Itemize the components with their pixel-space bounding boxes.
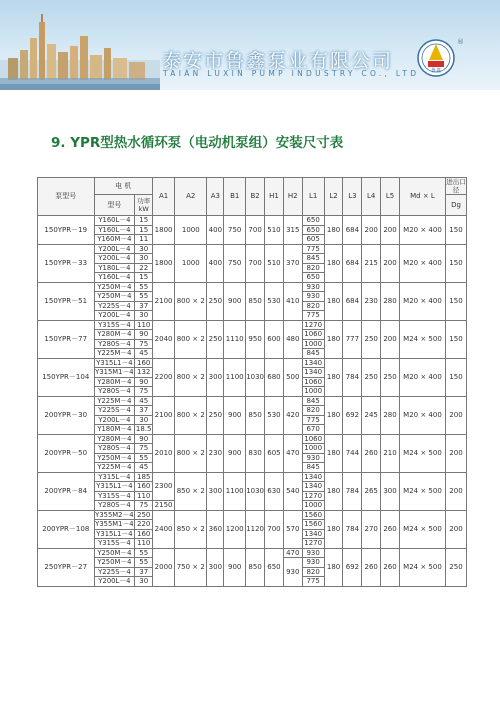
l1-cell: 930 bbox=[302, 548, 324, 558]
md-l-cell: M24 × 500 bbox=[399, 548, 445, 586]
l5-cell: 210 bbox=[381, 434, 400, 472]
md-l-cell: M24 × 500 bbox=[399, 472, 445, 510]
a3-cell: 400 bbox=[207, 244, 224, 282]
a1-cell: 2000 bbox=[153, 548, 175, 586]
b1-cell: 1200 bbox=[224, 510, 246, 548]
table-row bbox=[38, 320, 467, 330]
motor-power-cell: 30 bbox=[135, 577, 153, 587]
header-B1: B1 bbox=[224, 178, 246, 216]
header-B2: B2 bbox=[246, 178, 265, 216]
b2-cell: 950 bbox=[246, 320, 265, 358]
a1-cell: 2150 bbox=[153, 501, 175, 511]
h1-cell: 600 bbox=[265, 320, 284, 358]
a3-cell: 300 bbox=[207, 548, 224, 586]
a2-cell: 800 × 2 bbox=[175, 282, 207, 320]
l4-cell: 260 bbox=[362, 548, 381, 586]
l3-cell: 692 bbox=[343, 396, 362, 434]
motor-model-cell: Y225S－4 bbox=[94, 567, 135, 577]
pump-model-cell: 150YPR－51 bbox=[38, 282, 95, 320]
b1-cell: 1110 bbox=[224, 320, 246, 358]
l5-cell: 280 bbox=[381, 396, 400, 434]
a1-cell: 2100 bbox=[153, 396, 175, 434]
l5-cell: 200 bbox=[381, 216, 400, 245]
a1-cell: 1800 bbox=[153, 244, 175, 282]
dg-cell: 150 bbox=[445, 244, 466, 282]
h2-cell: 500 bbox=[283, 358, 302, 396]
dg-cell: 150 bbox=[445, 320, 466, 358]
l1-cell: 1060 bbox=[302, 330, 324, 340]
h2-cell: 470 bbox=[283, 548, 302, 558]
md-l-cell: M20 × 400 bbox=[399, 358, 445, 396]
l1-cell: 650 bbox=[302, 273, 324, 283]
motor-power-cell: 11 bbox=[135, 235, 153, 245]
motor-power-cell: 45 bbox=[135, 349, 153, 359]
h1-cell: 530 bbox=[265, 282, 284, 320]
motor-model-cell: Y160L－4 bbox=[94, 216, 135, 226]
table-row bbox=[38, 282, 467, 292]
motor-model-cell: Y355M2－4 bbox=[95, 510, 134, 519]
registered-mark: ® bbox=[457, 38, 464, 46]
a2-cell: 800 × 2 bbox=[175, 396, 207, 434]
l5-cell: 200 bbox=[381, 320, 400, 358]
l1-cell: 820 bbox=[302, 263, 324, 273]
motor-power-cell: 55 bbox=[135, 548, 153, 558]
motor-power-cell: 110 bbox=[135, 491, 153, 501]
l4-cell: 250 bbox=[362, 320, 381, 358]
l1-cell: 775 bbox=[302, 415, 324, 425]
motor-power-cell: 55 bbox=[135, 558, 153, 568]
motor-model-cell: Y200L－4 bbox=[94, 244, 135, 254]
l2-cell: 180 bbox=[324, 244, 343, 282]
l4-cell: 250 bbox=[362, 358, 381, 396]
l3-cell: 784 bbox=[343, 358, 362, 396]
dg-cell: 150 bbox=[445, 282, 466, 320]
a3-cell: 360 bbox=[207, 510, 224, 548]
l1-cell: 1340 bbox=[302, 358, 324, 368]
h1-cell: 700 bbox=[265, 510, 284, 548]
header-L1: L1 bbox=[302, 178, 324, 216]
l2-cell: 180 bbox=[324, 358, 343, 396]
header-H1: H1 bbox=[265, 178, 284, 216]
md-l-cell: M24 × 500 bbox=[399, 320, 445, 358]
header-A1: A1 bbox=[153, 178, 175, 216]
header-A3: A3 bbox=[207, 178, 224, 216]
l2-cell: 180 bbox=[324, 434, 343, 472]
b1-cell: 900 bbox=[224, 434, 246, 472]
dg-cell: 150 bbox=[445, 216, 466, 245]
l4-cell: 200 bbox=[362, 216, 381, 245]
motor-power-cell: 75 bbox=[135, 444, 153, 454]
header-pump-model: 泵型号 bbox=[38, 178, 95, 216]
a3-cell: 300 bbox=[207, 472, 224, 510]
l3-cell: 784 bbox=[343, 510, 362, 548]
l3-cell: 784 bbox=[343, 472, 362, 510]
table-row bbox=[38, 216, 467, 226]
motor-model-cell: Y315L1－4 bbox=[94, 482, 135, 492]
motor-power-cell: 75 bbox=[135, 339, 153, 349]
l1-cell: 1000 bbox=[302, 387, 324, 397]
l1-cell: 845 bbox=[302, 463, 324, 473]
h2-cell: 540 bbox=[283, 472, 302, 510]
h2-cell: 470 bbox=[283, 434, 302, 472]
l1-cell: 845 bbox=[302, 396, 324, 406]
l1-cell: 1000 bbox=[302, 339, 324, 349]
l1-cell: 1560 bbox=[302, 510, 324, 520]
motor-model-cell: Y200L－4 bbox=[94, 415, 135, 425]
motor-model-cell: Y225S－4 bbox=[94, 406, 135, 416]
l3-cell: 744 bbox=[343, 434, 362, 472]
l1-cell: 930 bbox=[302, 292, 324, 302]
l1-cell: 820 bbox=[302, 406, 324, 416]
motor-power-cell: 110 bbox=[135, 320, 153, 330]
motor-model-cell: Y225S－4 bbox=[94, 301, 135, 311]
l2-cell: 180 bbox=[324, 282, 343, 320]
l1-cell: 670 bbox=[302, 425, 324, 435]
a3-cell: 250 bbox=[207, 320, 224, 358]
motor-model-cell: Y315L1－4 bbox=[94, 358, 135, 368]
motor-power-cell: 160 bbox=[135, 529, 153, 539]
motor-power-cell: 15 bbox=[135, 216, 153, 226]
b1-cell: 900 bbox=[224, 396, 246, 434]
l3-cell: 684 bbox=[343, 216, 362, 245]
a2-cell: 1000 bbox=[175, 216, 207, 245]
pump-model-cell: 200YPR－50 bbox=[38, 434, 95, 472]
header-L2: L2 bbox=[324, 178, 343, 216]
h2-cell: 480 bbox=[283, 320, 302, 358]
company-name-cn: 泰安市鲁鑫泵业有限公司 bbox=[162, 50, 394, 72]
table-row bbox=[38, 510, 467, 520]
dimension-table bbox=[37, 177, 467, 587]
l2-cell: 180 bbox=[324, 396, 343, 434]
motor-power-cell: 55 bbox=[135, 292, 153, 302]
header-outlet: 进出口径 bbox=[446, 178, 466, 194]
b2-cell: 850 bbox=[246, 396, 265, 434]
l1-cell: 605 bbox=[302, 235, 324, 245]
l1-cell: 1340 bbox=[302, 368, 324, 378]
table-row bbox=[38, 548, 467, 558]
b1-cell: 1100 bbox=[224, 472, 246, 510]
motor-power-cell: 250 bbox=[135, 510, 153, 520]
l1-cell: 650 bbox=[302, 225, 324, 235]
a2-cell: 850 × 2 bbox=[175, 472, 207, 510]
motor-power-cell: 15 bbox=[135, 273, 153, 283]
table-row bbox=[38, 472, 467, 482]
company-logo bbox=[416, 38, 456, 78]
l1-cell: 775 bbox=[302, 577, 324, 587]
l1-cell: 1560 bbox=[302, 520, 324, 530]
md-l-cell: M24 × 500 bbox=[399, 510, 445, 548]
l1-cell: 930 bbox=[302, 282, 324, 292]
l4-cell: 215 bbox=[362, 244, 381, 282]
l1-cell: 1270 bbox=[302, 539, 324, 549]
motor-power-cell: 30 bbox=[135, 244, 153, 254]
motor-model-cell: Y200L－4 bbox=[94, 577, 135, 587]
motor-power-cell: 22 bbox=[135, 263, 153, 273]
l2-cell: 180 bbox=[324, 320, 343, 358]
header-motor-model: 型号 bbox=[94, 195, 135, 216]
b2-cell: 1030 bbox=[246, 358, 265, 396]
header-L5: L5 bbox=[381, 178, 400, 216]
motor-model-cell: Y280S－4 bbox=[94, 501, 135, 511]
motor-power-cell: 75 bbox=[135, 387, 153, 397]
l5-cell: 250 bbox=[381, 358, 400, 396]
l3-cell: 777 bbox=[343, 320, 362, 358]
h1-cell: 650 bbox=[265, 548, 284, 586]
h1-cell: 510 bbox=[265, 216, 284, 245]
motor-model-cell: Y315S－4 bbox=[94, 539, 135, 549]
a3-cell: 300 bbox=[207, 358, 224, 396]
motor-power-cell: 160 bbox=[135, 358, 153, 368]
a2-cell: 800 × 2 bbox=[175, 320, 207, 358]
a1-cell: 2100 bbox=[153, 282, 175, 320]
b2-cell: 1120 bbox=[246, 510, 265, 548]
b2-cell: 1030 bbox=[246, 472, 265, 510]
motor-power-cell: 160 bbox=[135, 482, 153, 492]
a1-cell: 2200 bbox=[153, 358, 175, 396]
motor-power-cell: 18.5 bbox=[135, 425, 152, 433]
l5-cell: 260 bbox=[381, 510, 400, 548]
l1-cell: 1060 bbox=[302, 434, 324, 444]
md-l-cell: M20 × 400 bbox=[399, 396, 445, 434]
header-L4: L4 bbox=[362, 178, 381, 216]
l1-cell: 820 bbox=[302, 301, 324, 311]
pump-model-cell: 150YPR－77 bbox=[38, 320, 95, 358]
motor-model-cell: Y200L－4 bbox=[94, 254, 135, 264]
l2-cell: 180 bbox=[324, 472, 343, 510]
md-l-cell: M24 × 500 bbox=[399, 434, 445, 472]
motor-model-cell: Y280M－4 bbox=[94, 434, 135, 444]
a1-cell: 2300 bbox=[153, 472, 175, 501]
motor-power-cell: 220 bbox=[135, 520, 153, 530]
motor-model-cell: Y160M－4 bbox=[94, 235, 135, 245]
motor-model-cell: Y180L－4 bbox=[94, 263, 135, 273]
b1-cell: 900 bbox=[224, 548, 246, 586]
a1-cell: 1800 bbox=[153, 216, 175, 245]
l1-cell: 775 bbox=[302, 244, 324, 254]
h2-cell: 410 bbox=[283, 282, 302, 320]
md-l-cell: M20 × 400 bbox=[399, 216, 445, 245]
dg-cell: 200 bbox=[445, 434, 466, 472]
l4-cell: 265 bbox=[362, 472, 381, 510]
motor-power-cell: 37 bbox=[135, 406, 153, 416]
l1-cell: 820 bbox=[302, 567, 324, 577]
pump-model-cell: 200YPR－84 bbox=[38, 472, 95, 510]
pump-model-cell: 150YPR－19 bbox=[38, 216, 95, 245]
dg-cell: 200 bbox=[445, 510, 466, 548]
motor-power-cell: 90 bbox=[135, 330, 153, 340]
motor-model-cell: Y160L－4 bbox=[94, 225, 135, 235]
a1-cell: 2010 bbox=[153, 434, 175, 472]
md-l-cell: M20 × 400 bbox=[399, 244, 445, 282]
pump-model-cell: 200YPR－30 bbox=[38, 396, 95, 434]
motor-power-cell: 90 bbox=[135, 377, 153, 387]
motor-model-cell: Y280S－4 bbox=[94, 444, 135, 454]
l1-cell: 1000 bbox=[302, 501, 324, 511]
b1-cell: 900 bbox=[224, 282, 246, 320]
motor-model-cell: Y280M－4 bbox=[94, 330, 135, 340]
page-title: 9. YPR型热水循环泵（电动机泵组）安装尺寸表 bbox=[51, 135, 344, 151]
b2-cell: 700 bbox=[246, 244, 265, 282]
a2-cell: 850 × 2 bbox=[175, 510, 207, 548]
l4-cell: 270 bbox=[362, 510, 381, 548]
motor-model-cell: Y225M－4 bbox=[94, 396, 135, 406]
l4-cell: 260 bbox=[362, 434, 381, 472]
motor-model-cell: Y160L－4 bbox=[94, 273, 135, 283]
md-l-cell: M20 × 400 bbox=[399, 282, 445, 320]
dg-cell: 200 bbox=[445, 472, 466, 510]
l2-cell: 180 bbox=[324, 510, 343, 548]
l1-cell: 845 bbox=[302, 254, 324, 264]
pump-model-cell: 250YPR－27 bbox=[38, 548, 95, 586]
l5-cell: 200 bbox=[381, 244, 400, 282]
motor-model-cell: Y315S－4 bbox=[94, 491, 135, 501]
l1-cell: 1340 bbox=[302, 529, 324, 539]
motor-power-cell: 110 bbox=[135, 539, 153, 549]
h1-cell: 680 bbox=[265, 358, 284, 396]
l1-cell: 1340 bbox=[302, 472, 324, 482]
b2-cell: 830 bbox=[246, 434, 265, 472]
motor-power-cell: 15 bbox=[135, 225, 153, 235]
motor-power-cell: 45 bbox=[135, 463, 153, 473]
a2-cell: 800 × 2 bbox=[175, 434, 207, 472]
l2-cell: 180 bbox=[324, 548, 343, 586]
motor-power-cell: 30 bbox=[135, 254, 153, 264]
motor-model-cell: Y250M－4 bbox=[94, 548, 135, 558]
l4-cell: 245 bbox=[362, 396, 381, 434]
motor-model-cell: Y250M－4 bbox=[94, 453, 135, 463]
motor-model-cell: Y250M－4 bbox=[94, 558, 135, 568]
b2-cell: 700 bbox=[246, 216, 265, 245]
motor-power-cell: 37 bbox=[135, 567, 153, 577]
motor-model-cell: Y355M1－4 bbox=[95, 520, 134, 528]
l1-cell: 845 bbox=[302, 349, 324, 359]
l1-cell: 1000 bbox=[302, 444, 324, 454]
b2-cell: 850 bbox=[246, 548, 265, 586]
motor-power-cell: 55 bbox=[135, 453, 153, 463]
l1-cell: 930 bbox=[302, 453, 324, 463]
header-md-l: Md × L bbox=[399, 178, 445, 216]
l4-cell: 230 bbox=[362, 282, 381, 320]
motor-power-cell: 37 bbox=[135, 301, 153, 311]
header-power: 功率 kW bbox=[135, 195, 153, 216]
a2-cell: 1000 bbox=[175, 244, 207, 282]
header-dg: Dg bbox=[445, 195, 466, 216]
motor-power-cell: 132 bbox=[135, 368, 153, 378]
l1-cell: 1060 bbox=[302, 377, 324, 387]
l3-cell: 684 bbox=[343, 282, 362, 320]
h1-cell: 605 bbox=[265, 434, 284, 472]
motor-model-cell: Y250M－4 bbox=[94, 292, 135, 302]
dg-cell: 150 bbox=[445, 358, 466, 396]
pump-model-cell: 150YPR－104 bbox=[38, 358, 95, 396]
motor-model-cell: Y280S－4 bbox=[94, 339, 135, 349]
b1-cell: 750 bbox=[224, 216, 246, 245]
table-row bbox=[38, 244, 467, 254]
a3-cell: 230 bbox=[207, 434, 224, 472]
h2-cell: 420 bbox=[283, 396, 302, 434]
motor-power-cell: 45 bbox=[135, 396, 153, 406]
table-row bbox=[38, 396, 467, 406]
b2-cell: 850 bbox=[246, 282, 265, 320]
motor-power-cell: 30 bbox=[135, 415, 153, 425]
l1-cell: 775 bbox=[302, 311, 324, 321]
table-body bbox=[38, 216, 467, 587]
motor-model-cell: Y315L1－4 bbox=[94, 529, 135, 539]
table-row bbox=[38, 434, 467, 444]
motor-power-cell: 30 bbox=[135, 311, 153, 321]
a2-cell: 800 × 2 bbox=[175, 358, 207, 396]
a3-cell: 400 bbox=[207, 216, 224, 245]
motor-model-cell: Y250M－4 bbox=[94, 282, 135, 292]
motor-power-cell: 75 bbox=[135, 501, 153, 511]
h1-cell: 510 bbox=[265, 244, 284, 282]
a2-cell: 750 × 2 bbox=[175, 548, 207, 586]
l1-cell: 1270 bbox=[302, 320, 324, 330]
pump-model-cell: 150YPR－33 bbox=[38, 244, 95, 282]
header-A2: A2 bbox=[175, 178, 207, 216]
header-H2: H2 bbox=[283, 178, 302, 216]
a1-cell: 2040 bbox=[153, 320, 175, 358]
header-banner bbox=[0, 0, 500, 90]
motor-model-cell: Y180M－4 bbox=[94, 425, 135, 435]
motor-model-cell: Y280M－4 bbox=[94, 377, 135, 387]
l1-cell: 1270 bbox=[302, 491, 324, 501]
l5-cell: 260 bbox=[381, 548, 400, 586]
table-row bbox=[38, 358, 467, 368]
motor-model-cell: Y315M1－4 bbox=[95, 368, 134, 376]
b1-cell: 750 bbox=[224, 244, 246, 282]
motor-model-cell: Y315L－4 bbox=[94, 472, 135, 482]
motor-power-cell: 90 bbox=[135, 434, 153, 444]
a3-cell: 250 bbox=[207, 396, 224, 434]
l3-cell: 692 bbox=[343, 548, 362, 586]
l5-cell: 280 bbox=[381, 282, 400, 320]
h2-cell: 570 bbox=[283, 510, 302, 548]
l5-cell: 300 bbox=[381, 472, 400, 510]
motor-model-cell: Y280S－4 bbox=[94, 387, 135, 397]
motor-model-cell: Y225M－4 bbox=[94, 349, 135, 359]
l1-cell: 1340 bbox=[302, 482, 324, 492]
a3-cell: 250 bbox=[207, 282, 224, 320]
motor-power-cell: 185 bbox=[135, 472, 153, 482]
pump-model-cell: 200YPR－108 bbox=[38, 510, 95, 548]
company-name-en: TAIAN LUXIN PUMP INDUSTRY CO., LTD bbox=[163, 69, 420, 78]
a1-cell: 2400 bbox=[153, 510, 175, 548]
svg-text:鲁鑫: 鲁鑫 bbox=[430, 68, 442, 74]
h2-cell: 315 bbox=[283, 216, 302, 245]
header-L3: L3 bbox=[343, 178, 362, 216]
motor-power-cell: 55 bbox=[135, 282, 153, 292]
header-motor: 电 机 bbox=[94, 178, 153, 195]
l3-cell: 684 bbox=[343, 244, 362, 282]
dg-cell: 250 bbox=[445, 548, 466, 586]
l1-cell: 930 bbox=[302, 558, 324, 568]
h2-cell: 370 bbox=[283, 244, 302, 282]
h1-cell: 530 bbox=[265, 396, 284, 434]
h1-cell: 630 bbox=[265, 472, 284, 510]
l2-cell: 180 bbox=[324, 216, 343, 245]
motor-model-cell: Y225M－4 bbox=[94, 463, 135, 473]
motor-model-cell: Y315S－4 bbox=[94, 320, 135, 330]
b1-cell: 1100 bbox=[224, 358, 246, 396]
dg-cell: 200 bbox=[445, 396, 466, 434]
motor-model-cell: Y200L－4 bbox=[94, 311, 135, 321]
l1-cell: 650 bbox=[302, 216, 324, 226]
h2-cell: 930 bbox=[283, 558, 302, 587]
